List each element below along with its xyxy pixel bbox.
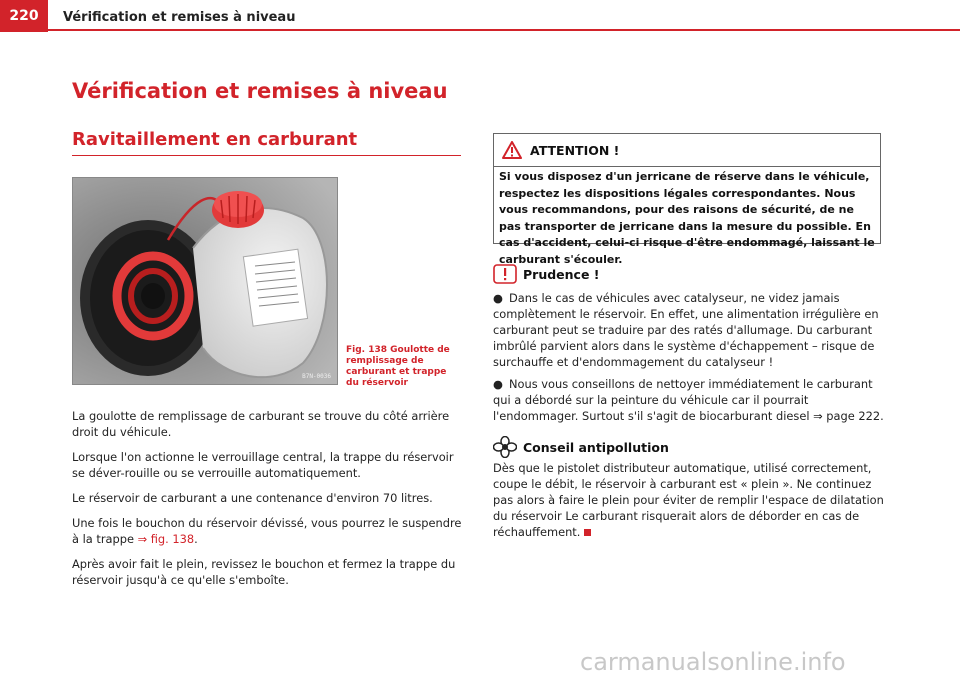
paragraph: La goulotte de remplissage de carburant se trouve du côté arrière droit du véhicule. xyxy=(72,409,450,439)
caution-icon xyxy=(493,264,517,284)
conseil-heading xyxy=(493,436,669,458)
paragraph: Le réservoir de carburant a une contenance d'environ 70 litres. xyxy=(72,491,433,505)
page-number: 220 xyxy=(0,0,48,32)
prudence-text xyxy=(493,290,885,430)
attention-box xyxy=(493,133,881,266)
warning-triangle-icon xyxy=(502,141,522,159)
section-rule xyxy=(72,155,461,156)
section-title: Ravitaillement en carburant xyxy=(72,129,358,150)
chapter-title: Vérification et remises à niveau xyxy=(72,79,448,103)
bullet-item xyxy=(493,376,885,424)
paragraph: Lorsque l'on actionne le verrouillage central, la trappe du réservoir se déver-rouille ou se verrouille automatiquement. xyxy=(72,450,454,480)
running-title: Vérification et remises à niveau xyxy=(63,10,296,25)
paragraph-text: . xyxy=(194,532,198,546)
flower-eco-icon xyxy=(493,436,517,458)
watermark: carmanualsonline.info xyxy=(580,648,846,676)
figure-link[interactable]: ⇒ fig. 138 xyxy=(137,532,195,546)
figure-caption: Fig. 138 Goulotte de remplissage de carburant et trappe du réservoir xyxy=(346,345,450,388)
paragraph xyxy=(72,515,464,547)
attention-title: ATTENTION ! xyxy=(530,142,620,158)
end-of-section-square-icon xyxy=(584,529,591,536)
body-text xyxy=(72,408,464,597)
bullet-item xyxy=(493,290,885,370)
fuel-filler-figure xyxy=(72,177,338,385)
bullet-text: Dans le cas de véhicules avec catalyseur, ne videz jamais complètement le réservoir. En effet, une alimentation irrégulière en carburant peut se traduire par des ratés d'allumage. Du carburant imbrûlé parvient alors dans le système d'échappement – risque de surchauffe et d'endommagement du catalyseur ! xyxy=(493,291,879,369)
header-rule xyxy=(48,29,960,31)
figure-code: B7N-0036 xyxy=(302,373,331,380)
paragraph: Après avoir fait le plein, revissez le bouchon et fermez la trappe du réservoir jusqu'à ce qu'elle s'emboîte. xyxy=(72,557,456,587)
fuel-filler-illustration xyxy=(73,178,337,384)
attention-text: Si vous disposez d'un jerricane de réserve dans le véhicule, respectez les dispositions légales correspondantes. Nous vous recommandons, pour des raisons de sécurité, de ne pas transporter de jerricane dans la mesure du possible. En cas d'accident, celui-ci risque d'être endommagé, laissant le carburant s'écouler. xyxy=(499,170,875,266)
bullet-icon: ● xyxy=(493,377,503,391)
bullet-icon: ● xyxy=(493,291,503,305)
attention-header xyxy=(494,134,880,167)
conseil-text xyxy=(493,460,885,540)
prudence-heading xyxy=(493,264,600,284)
prudence-title: Prudence ! xyxy=(523,266,600,282)
conseil-title: Conseil antipollution xyxy=(523,439,669,455)
paragraph-text: Une fois le bouchon du réservoir dévissé, vous pourrez le suspendre à la trappe xyxy=(72,516,462,546)
conseil-paragraph: Dès que le pistolet distributeur automatique, utilisé correctement, coupe le débit, le réservoir à carburant est « plein ». Ne continuez pas alors à faire le plein pour éviter de remplir l'espace de dilatation du réservoir Le carburant risquerait alors de déborder en cas de réchauffement. xyxy=(493,461,884,539)
bullet-text: Nous vous conseillons de nettoyer immédiatement le carburant qui a débordé sur la peinture du véhicule car il pourrait l'endommager. Surtout s'il s'agit de biocarburant diesel ⇒ page 222. xyxy=(493,377,884,423)
